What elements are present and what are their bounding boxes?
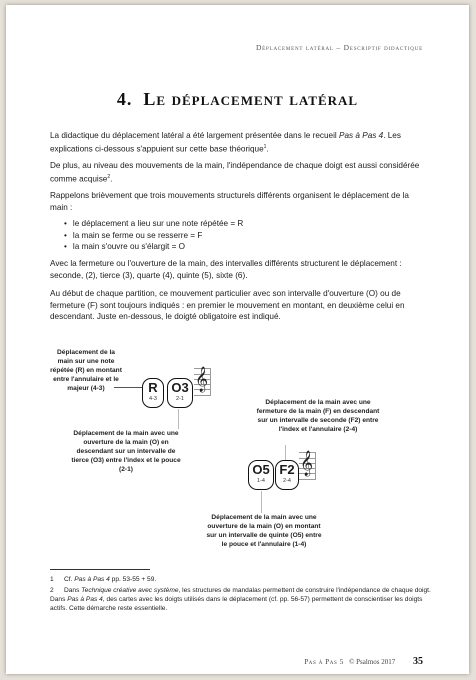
clef-glyph: 𝄞 xyxy=(195,367,209,392)
page-number: 35 xyxy=(413,656,423,667)
treble-clef-icon xyxy=(299,452,316,480)
fn2-title-ref-2: Pas à Pas 4 xyxy=(67,596,103,604)
box-o5-symbol: O5 xyxy=(252,462,270,477)
chapter-number: 4. xyxy=(116,89,133,109)
fingering-diagram xyxy=(6,5,469,565)
fn2-title-ref: Technique créative avec système xyxy=(81,587,179,594)
footnote-rule xyxy=(50,569,150,570)
box-f2-fingering: 2-4 xyxy=(283,478,291,484)
label-opening-fifth: Déplacement de la main avec une ouverture de la main (O) en montant sur un intervalle de quinte (O5) entre le pouce et l'annulaire (1-4) xyxy=(206,514,322,548)
chapter-title-text: Le déplacement latéral xyxy=(143,89,359,109)
label-closing-second: Déplacement de la main avec une fermeture de la main (F) en descendant sur un intervalle de seconde (F2) entre l'index et l'annulaire (2-4) xyxy=(256,399,380,433)
paragraph-5: Au début de chaque partition, ce mouvement particulier avec son intervalle d'ouverture (O) ou de fermeture (F) sont toujours indiqués : en premier le mouvement en montant, en deuxième celui en descendant. Juste en-dessous, le doigté obligatoire est indiqué. xyxy=(50,289,405,322)
paragraph-4: Avec la fermeture ou l'ouverture de la main, des intervalles différents structurent le déplacement : seconde, (2), tierce (3), quarte (4), quinte (5), sixte (6). xyxy=(50,259,402,280)
footnote-ref-2[interactable]: 2 xyxy=(107,173,111,180)
box-f2 xyxy=(275,460,299,490)
clef-glyph: 𝄞 xyxy=(300,451,314,476)
footnote-2 xyxy=(50,586,434,614)
footnote-number: 2 xyxy=(50,587,54,594)
fn2-text-b: , les structures de mandalas permettent de construire l'indépendance de chaque doigt. Dans xyxy=(50,587,431,604)
leader-line xyxy=(285,445,286,461)
fn2-text-a: Dans xyxy=(64,587,82,594)
p2-text-a: De plus, au niveau des mouvements de la main, l'indépendance de chaque doigt est aussi considérée comme acquise xyxy=(50,161,420,184)
label-opening-third: Déplacement de la main avec une ouverture de la main (O) en descendant sur un intervalle de tierce (O3) entre l'index et le pouce (2-1) xyxy=(71,430,181,473)
p2-text-c: . xyxy=(110,174,113,184)
label-repeated-note: Déplacement de la main sur une note répétée (R) en montant entre l'annulaire et le majeur (4-3) xyxy=(50,349,122,392)
page-footer xyxy=(6,656,423,667)
box-r-symbol: R xyxy=(148,380,158,395)
p1-text-c: . xyxy=(266,144,269,154)
fn2-text-c: , des cartes avec les doigts utilisés dans le déplacement (cf. pp. 56-57) permettent de conscientiser les doigts actifs. Cette démarche reste essentielle. xyxy=(50,596,423,613)
fn1-text-b: pp. 53-55 + 59. xyxy=(109,576,157,583)
box-f2-symbol: F2 xyxy=(279,462,295,477)
box-o3-fingering: 2-1 xyxy=(176,396,184,402)
leader-line xyxy=(261,491,262,513)
list-item: • la main s'ouvre ou s'élargit = O xyxy=(66,241,426,253)
footnote-1 xyxy=(50,575,434,584)
running-head: Déplacement latéral – Descriptif didactique xyxy=(255,43,423,52)
box-o5 xyxy=(248,460,274,490)
p1-text-a: La didactique du déplacement latéral a été largement présentée dans le recueil xyxy=(50,131,340,140)
paragraph-3: Rappelons brièvement que trois mouvements structurels différents organisent le déplacement de la main : xyxy=(50,191,409,212)
box-r xyxy=(142,378,164,408)
footnote-ref-1[interactable]: 1 xyxy=(263,143,267,150)
p1-title-ref: Pas à Pas 4 xyxy=(339,131,384,140)
box-o3-symbol: O3 xyxy=(171,380,189,395)
p1-text-b: . Les explications ci-dessous s'appuient sur cette base théorique xyxy=(50,131,401,154)
copyright: © Psalmos 2017 xyxy=(349,658,396,666)
fn1-text-a: Cf. xyxy=(64,576,75,583)
box-o5-fingering: 1-4 xyxy=(257,478,265,484)
treble-clef-icon xyxy=(194,368,211,396)
list-item: • le déplacement a lieu sur une note répétée = R xyxy=(66,218,426,230)
page xyxy=(6,5,469,674)
box-o3 xyxy=(167,378,193,408)
series-name: Pas à Pas 5 xyxy=(304,658,344,666)
footnote-number: 1 xyxy=(50,576,54,583)
box-r-fingering: 4-3 xyxy=(149,396,157,402)
fn1-title-ref: Pas à Pas 4 xyxy=(74,576,110,583)
list-item: • la main se ferme ou se resserre = F xyxy=(66,230,426,242)
leader-line xyxy=(114,387,142,388)
leader-line xyxy=(178,409,179,429)
